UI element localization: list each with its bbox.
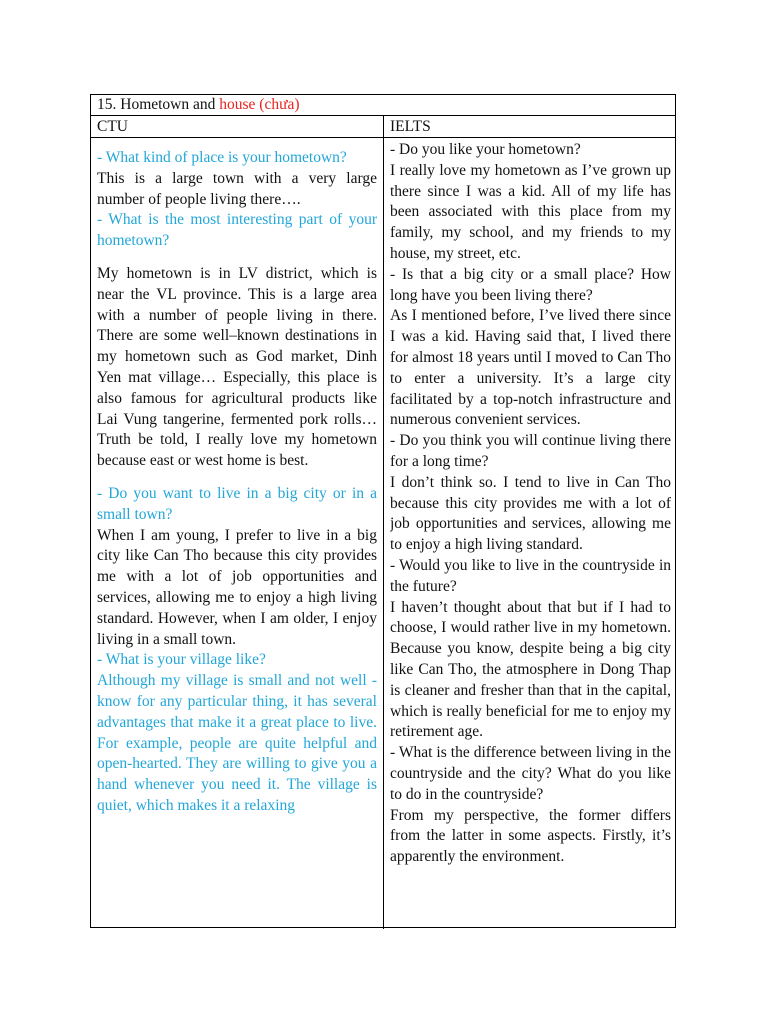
ielts-answer-4: I haven’t thought about that but if I had to choose, I would rather live in my hometown. Because you know, despite being a big city like Can Tho, the atmosphere in Dong Thap is cleaner and fresher than that in the capital, which is really beneficial for me to enjoy my retirement age. [390, 598, 671, 741]
header-ielts: IELTS [390, 118, 431, 135]
spacer [97, 472, 377, 484]
ctu-answer-1: This is a large town with a very large number of people living there…. [97, 169, 377, 208]
title-highlight: house (chưa) [219, 96, 300, 113]
ctu-answer-3: When I am young, I prefer to live in a big city like Can Tho because this city provides me with a lot of job opportunities and services, allowing me to enjoy a high living standard. However, when I am older, I enjoy living in a small town. [97, 526, 377, 648]
ielts-question-3: - Do you think you will continue living there for a long time? [390, 432, 671, 470]
ielts-answer-5: From my perspective, the former differs from the latter in some aspects. Firstly, it’s apparently the environment. [390, 806, 671, 866]
ielts-column [390, 140, 671, 925]
ctu-column [97, 140, 377, 925]
section-title [91, 95, 675, 116]
ielts-answer-1: I really love my hometown as I’ve grown up there since I was a kid. All of my life has been associated with this place from my family, my school, and my friends to my house, my street, etc. [390, 161, 671, 262]
title-prefix: 15. Hometown and [97, 96, 220, 113]
ctu-question-1: - What kind of place is your hometown? [97, 149, 347, 166]
spacer [97, 140, 377, 148]
ctu-answer-4: Although my village is small and not well - know for any particular thing, it has several advantages that make it a great place to live. For example, people are quite helpful and open-hearted. They are willing to give you a hand whenever you need it. The village is quiet, which makes it a relaxing [97, 672, 377, 814]
hometown-table [90, 94, 676, 928]
spacer [97, 252, 377, 264]
ielts-question-1: - Do you like your hometown? [390, 141, 581, 158]
ielts-answer-3: I don’t think so. I tend to live in Can Tho because this city provides me with a lot of job opportunities and services, allowing me to enjoy a high living standard. [390, 473, 671, 554]
ielts-question-2: - Is that a big city or a small place? How long have you been living there? [390, 265, 671, 304]
ctu-question-2: - What is the most interesting part of your hometown? [97, 211, 377, 250]
ctu-question-3: - Do you want to live in a big city or in a small town? [97, 484, 377, 523]
ctu-question-4: - What is your village like? [97, 651, 266, 669]
ielts-answer-2: As I mentioned before, I’ve lived there since I was a kid. Having said that, I lived there for almost 18 years until I moved to Can Tho to enter a university. It’s a large city facilitated by a top-notch infrastructure and numerous convenient services. [390, 307, 671, 429]
ielts-question-4: - Would you like to live in the countryside in the future? [390, 556, 671, 595]
ctu-answer-2: My hometown is in LV district, which is near the VL province. This is a large area with a number of people living in there. There are some well–known destinations in my hometown such as God market, Dinh Yen mat village… Especially, this place is also famous for agricultural products like Lai Vung tangerine, fermented pork rolls…Truth be told, I really love my hometown because east or west home is best. [97, 264, 377, 470]
ielts-question-5: - What is the difference between living in the countryside and the city? What do you like to do in the countryside? [390, 744, 671, 803]
header-ctu: CTU [97, 118, 128, 135]
column-divider [383, 116, 384, 929]
